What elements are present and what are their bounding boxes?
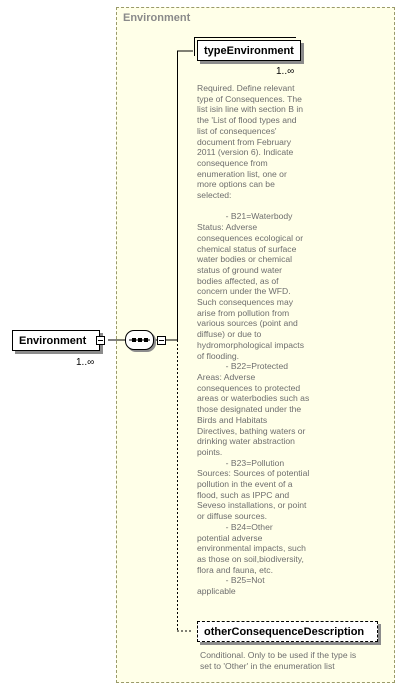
sequence-collapse-toggle[interactable] (157, 336, 166, 345)
sequence-compositor-icon[interactable] (125, 330, 154, 350)
type-environment-documentation: Required. Define relevant type of Consequences. The list isin line with section B in the 'List of flood types and list of consequences' document from February 2011 (version 6). Indicate consequence from enumeration list, one or more options can be selected: - B21=Waterbody Status: Adverse consequences ecological or chemical status of surface water bodies or chemical status of ground water bodies affected, as of concern under the WFD. Such consequences may arise from pollution from various sources (point and diffuse) or due to hydromorphological impacts of flooding. - B22=Protected Areas: Adverse consequences to protected areas or waterbodies such as those designated under the Birds and Habitats Directives, bathing waters or drinking water abstraction points. - B23=Pollution Sources: Sources of potential pollution in the event of a flood, such as IPPC and Seveso installations, or point or diffuse sources. - B24=Other potential adverse environmental impacts, such as those on soil,biodiversity, flora and fauna, etc. - B25=Not applicable (197, 83, 310, 597)
sequence-dots-icon (126, 331, 153, 349)
root-element-node[interactable] (12, 330, 100, 351)
other-consequence-description-documentation: Conditional. Only to be used if the type is set to 'Other' in the enumeration list (200, 650, 357, 671)
group-title: Environment (123, 12, 191, 24)
other-consequence-description-node[interactable] (197, 621, 378, 642)
root-element-label: Environment (19, 334, 87, 347)
type-environment-label: typeEnvironment (204, 44, 294, 57)
root-collapse-toggle[interactable] (96, 336, 105, 345)
other-consequence-description-label: otherConsequenceDescription (204, 625, 365, 638)
root-multiplicity: 1..∞ (76, 357, 95, 368)
type-environment-node[interactable] (197, 40, 301, 61)
type-environment-multiplicity: 1..∞ (276, 66, 295, 77)
